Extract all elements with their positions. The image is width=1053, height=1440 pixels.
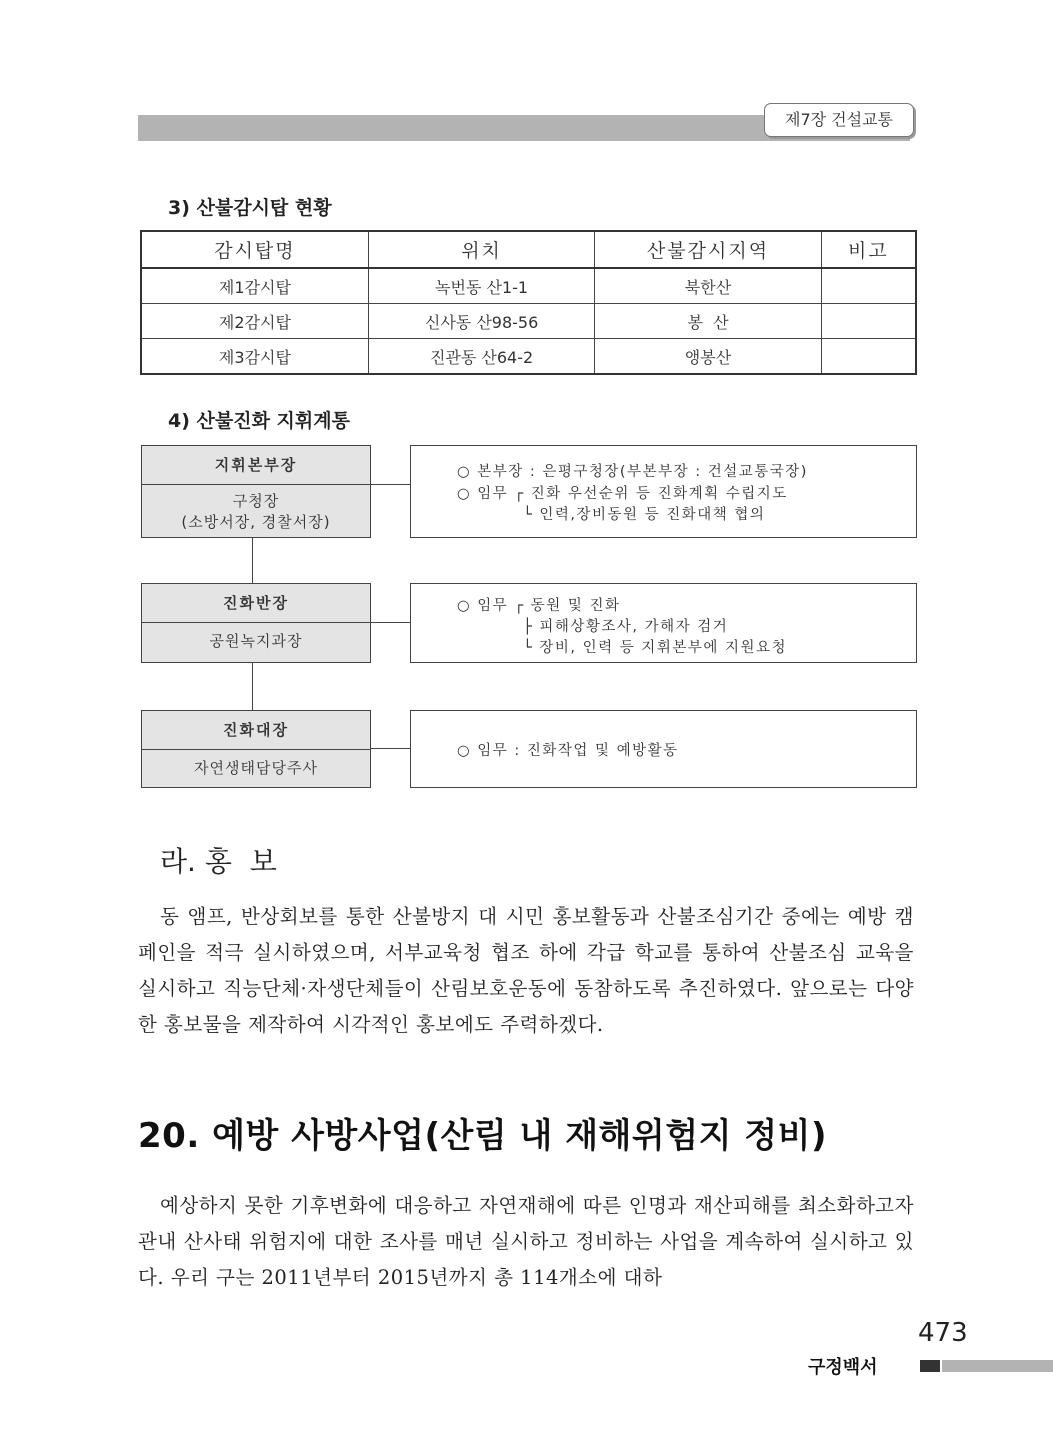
column-header: 비고 [821,231,916,268]
promotion-paragraph [138,899,914,1043]
chapter-tab: 제7장 건설교통 [764,103,914,137]
subheading-promotion: 라. 홍 보 [160,845,277,878]
role-person: 구청장 [232,492,280,510]
connector-line [252,663,253,710]
section-title-fire-towers: 3) 산불감시탑 현황 [168,197,332,219]
column-header: 위치 [368,231,594,268]
duty-line: ○ 임무 : 진화작업 및 예방활동 [457,743,679,759]
duty-line: ○ 임무 ┌ 동원 및 진화 [457,598,621,614]
erosion-paragraph [138,1188,914,1296]
table-cell: 신사동 산98-56 [368,304,594,339]
table-cell: 진관동 산64-2 [368,339,594,375]
role-box-command-chief [141,445,371,538]
table-cell: 앵봉산 [595,339,821,375]
connector-line [371,622,410,623]
role-title: 지휘본부장 [142,446,370,485]
column-header: 감시탑명 [141,231,368,268]
fire-tower-table [140,230,917,375]
duty-box-command-chief [410,445,917,538]
table-header-row [141,231,916,268]
table-cell: 제1감시탑 [141,268,368,304]
book-title: 구정백서 [808,1357,878,1378]
role-title: 진화반장 [142,584,370,623]
paragraph-text: 예상하지 못한 기후변화에 대응하고 자연재해에 따른 인명과 재산피해를 최소화하고자 관내 산사태 위험지에 대한 조사를 매년 실시하고 정비하는 사업을 계속하여 실시하고 있다. 우리 구는 2011년부터 2015년까지 총 114개소에 대하 [138,1194,914,1289]
connector-line [371,484,410,485]
paragraph-text: 동 앰프, 반상회보를 통한 산불방지 대 시민 홍보활동과 산불조심기간 중에는 예방 캠페인을 적극 실시하였으며, 서부교육청 협조 하에 각급 학교를 통하여 산불조심 교육을 실시하고 직능단체·자생단체들이 산림보호운동에 동참하도록 추진하였다. 앞으로는 다양한 홍보물을 제작하여 시각적인 홍보에도 주력하겠다. [138,905,914,1036]
duty-line: ○ 임무 ┌ 진화 우선순위 등 진화계획 수립지도 [457,486,788,502]
table-cell: 녹번동 산1-1 [368,268,594,304]
table-cell: 제3감시탑 [141,339,368,375]
duty-line: ├ 피해상황조사, 가해자 검거 [523,619,729,635]
table-cell: 봉 산 [595,304,821,339]
column-header: 산불감시지역 [595,231,821,268]
table-cell [821,304,916,339]
table-cell: 북한산 [595,268,821,304]
connector-line [371,748,410,749]
role-person: 공원녹지과장 [209,632,303,650]
table-cell: 제2감시탑 [141,304,368,339]
duty-line: └ 인력,장비동원 등 진화대책 협의 [523,507,766,523]
section-title-erosion-control: 20. 예방 사방사업(산림 내 재해위험지 정비) [138,1116,827,1156]
section-title-command-chain: 4) 산불진화 지휘계통 [168,410,350,432]
role-person-sub: (소방서장, 경찰서장) [181,513,331,531]
duty-box-suppression-head [410,583,917,663]
footer-bar-light [942,1360,1053,1372]
footer-bar-dark [920,1360,940,1372]
duty-line: └ 장비, 인력 등 지휘본부에 지원요청 [523,640,787,656]
connector-line [252,538,253,583]
table-cell [821,339,916,375]
table-row [141,304,916,339]
duty-line: ○ 본부장 : 은평구청장(부본부장 : 건설교통국장) [457,464,808,480]
role-box-suppression-captain [141,710,371,788]
role-box-suppression-head [141,583,371,663]
duty-box-suppression-captain [410,710,917,788]
table-row [141,339,916,375]
table-cell [821,268,916,304]
role-person: 자연생태담당주사 [194,759,318,777]
page-number: 473 [918,1318,968,1348]
role-title: 진화대장 [142,711,370,750]
table-row [141,268,916,304]
